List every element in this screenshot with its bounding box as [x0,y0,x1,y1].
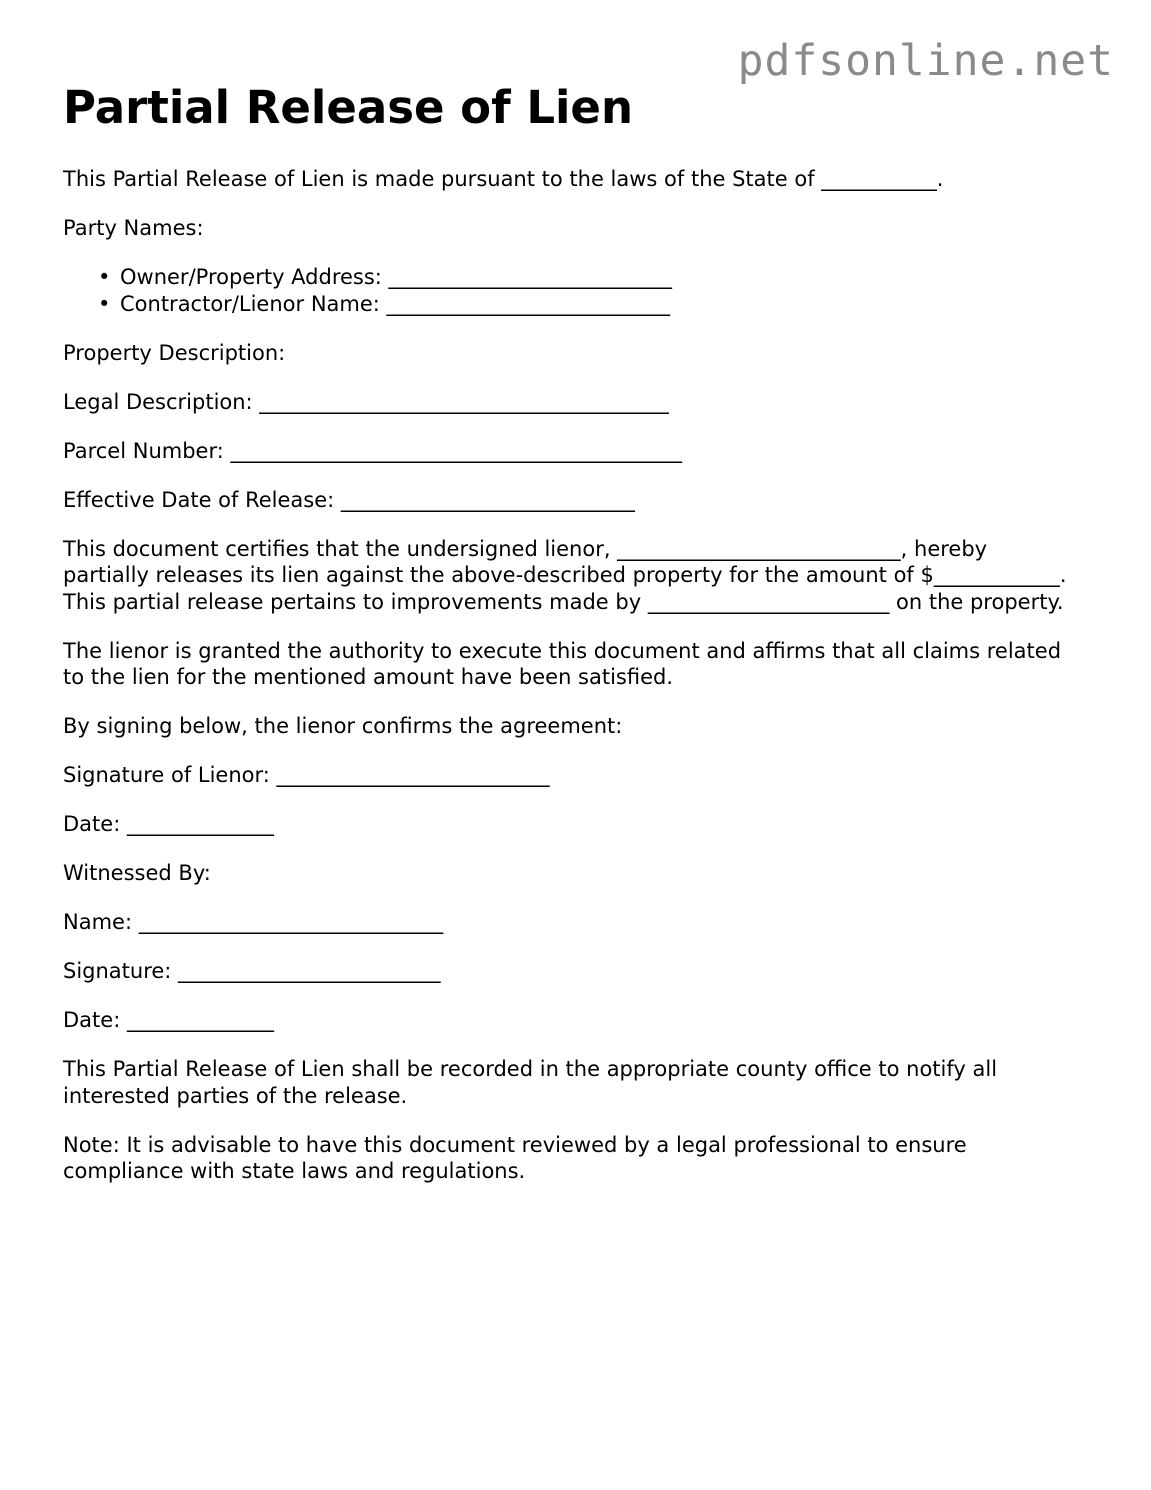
list-item [98,264,1073,291]
document-title: Partial Release of Lien [63,81,633,134]
witnessed-by-label: Witnessed By: [63,861,211,885]
witness-name-line: Name: _____________________________ [63,910,444,934]
bullet-icon: • [98,291,111,316]
authority-paragraph: The lienor is granted the authority to execute this document and affirms that all claims related to the lien for the mentioned amount have been satisfied. [63,638,1062,689]
effective-date-line: Effective Date of Release: ____________________________ [63,487,635,512]
certification-paragraph: This document certifies that the undersigned lienor, ___________________________, hereby partially releases its lien against the above-described property for the amount of $____________. This partial release pertains to improvements made by _______________________ on the property. [63,536,1067,614]
legal-description-line: Legal Description: _______________________________________ [63,389,669,414]
signing-statement: By signing below, the lienor confirms the agreement: [63,714,623,738]
contractor-lienor-name-line: Contractor/Lienor Name: ___________________________ [120,291,671,316]
document-body [63,166,1073,1207]
parcel-number-line: Parcel Number: ___________________________________________ [63,438,682,463]
witness-signature-line: Signature: _________________________ [63,959,441,983]
recording-paragraph: This Partial Release of Lien shall be recorded in the appropriate county office to notify all interested parties of the release. [63,1057,998,1108]
lienor-signature-line: Signature of Lienor: __________________________ [63,763,550,787]
witness-date-line: Date: ______________ [63,1008,274,1032]
intro-paragraph: This Partial Release of Lien is made pursuant to the laws of the State of ___________. [63,167,944,191]
party-list [63,264,1073,317]
party-names-label: Party Names: [63,216,204,240]
property-description-label: Property Description: [63,340,286,365]
list-item [98,291,1073,318]
bullet-icon: • [98,265,111,289]
watermark: pdfsonline.net [737,36,1114,86]
lienor-date-line: Date: ______________ [63,812,274,836]
owner-property-address-line: Owner/Property Address: ___________________________ [120,265,673,289]
note-paragraph: Note: It is advisable to have this document reviewed by a legal professional to ensure compliance with state laws and regulations. [63,1132,967,1183]
